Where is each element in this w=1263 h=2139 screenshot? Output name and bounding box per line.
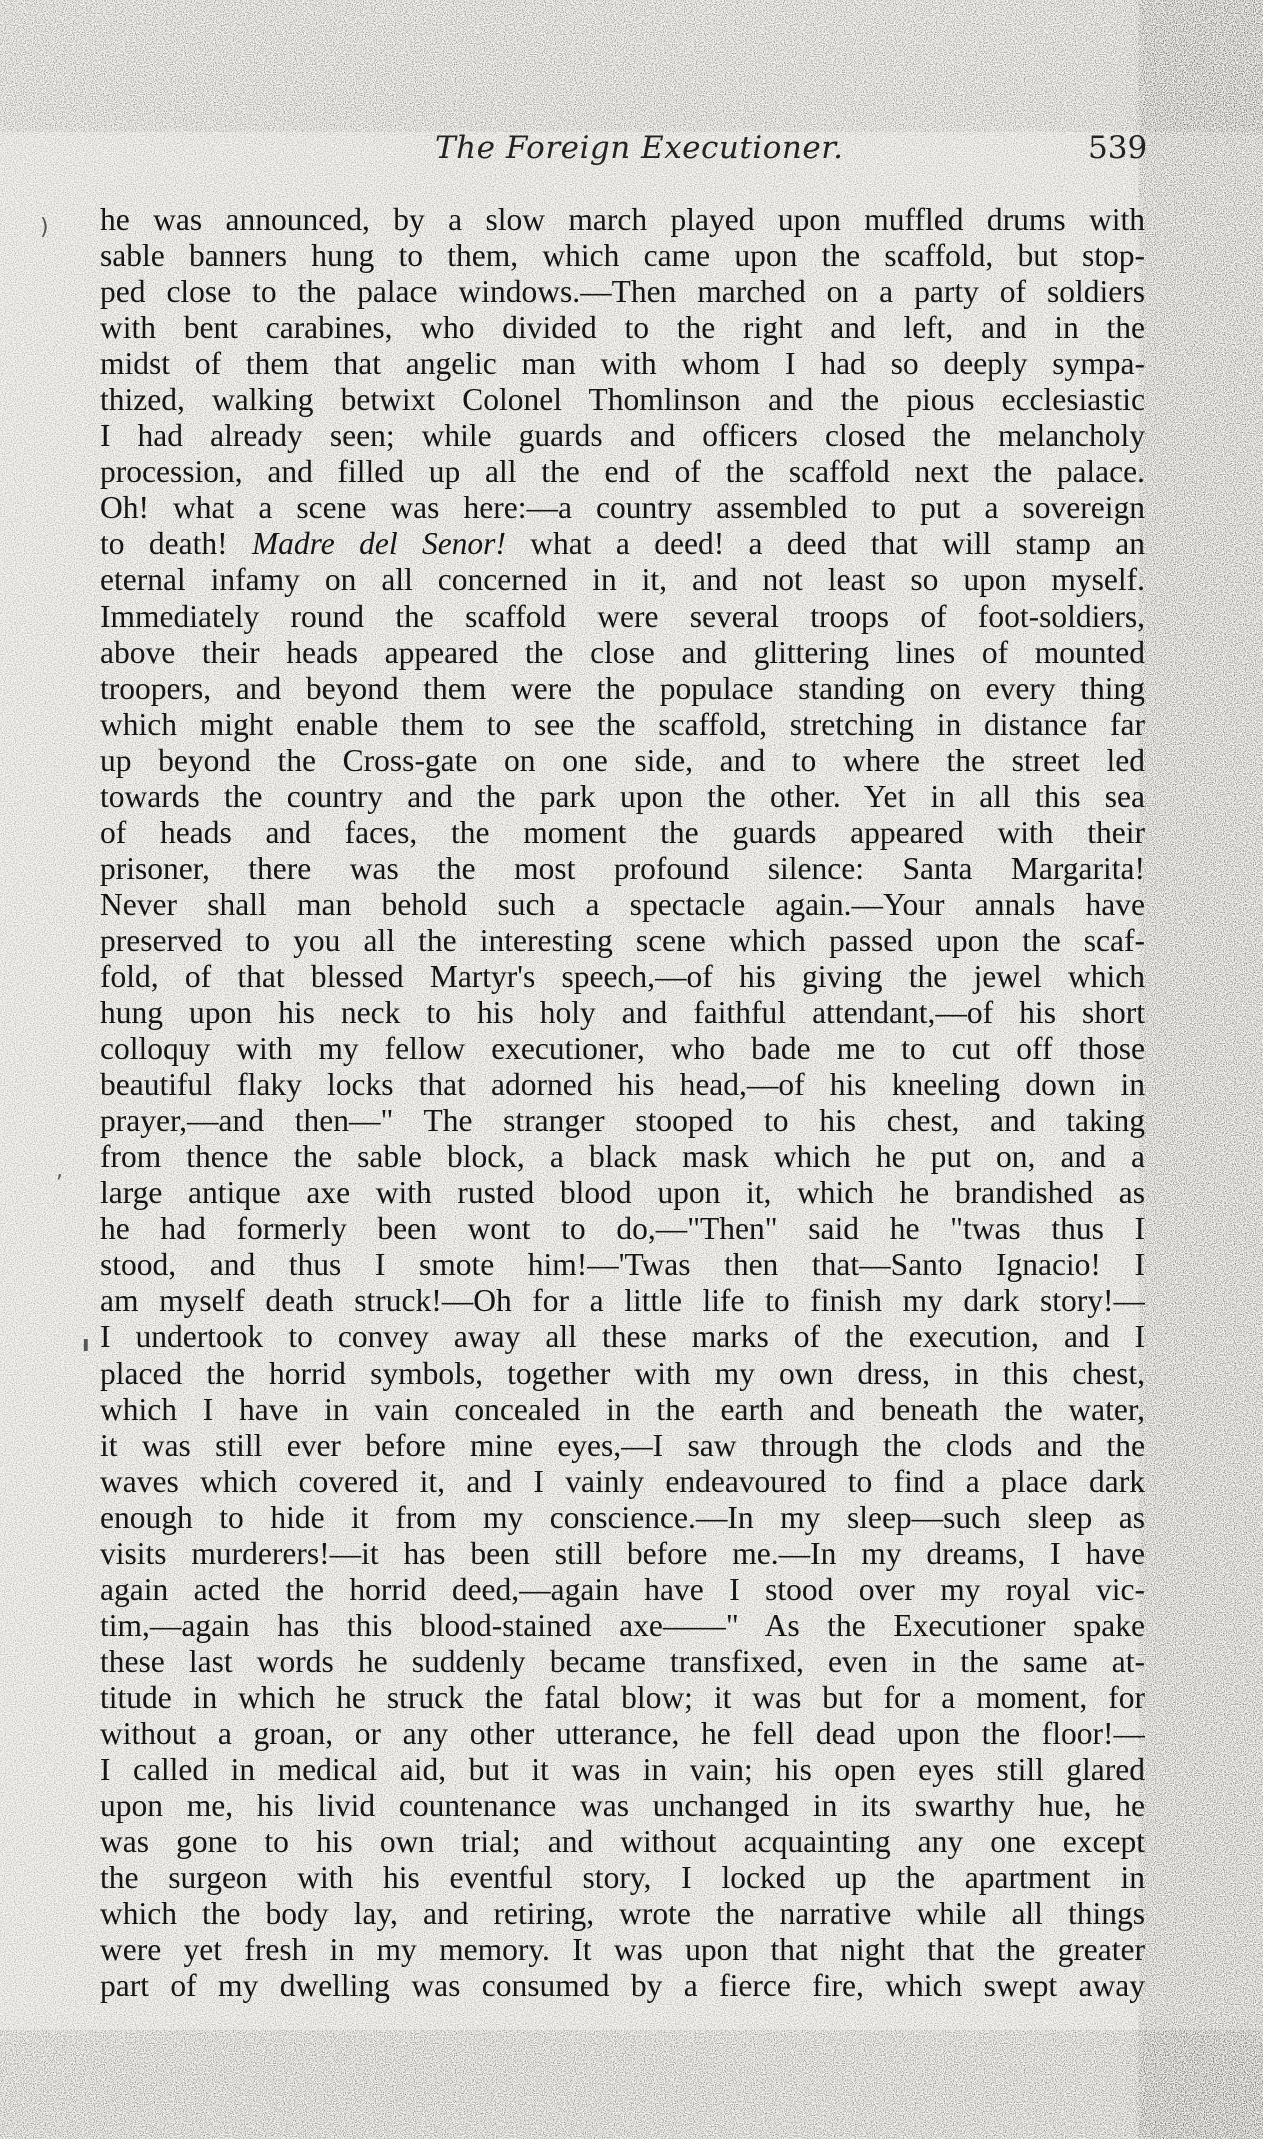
text-line: from thence the sable block, a black mask which he put on, and a xyxy=(100,1139,1145,1175)
text-line: which I have in vain concealed in the earth and beneath the water, xyxy=(100,1391,1145,1427)
text-line: without a groan, or any other utterance, he fell dead upon the floor!— xyxy=(100,1715,1145,1751)
text-line: thized, walking betwixt Colonel Thomlinson and the pious ecclesiastic xyxy=(100,382,1145,418)
running-title: The Foreign Executioner. xyxy=(435,130,844,166)
text-line: I called in medical aid, but it was in vain; his open eyes still glared xyxy=(100,1752,1145,1788)
text-line: troopers, and beyond them were the populace standing on every thing xyxy=(100,670,1145,706)
text-line: upon me, his livid countenance was unchanged in its swarthy hue, he xyxy=(100,1788,1145,1824)
body-text xyxy=(100,202,1145,2004)
text-line: he had formerly been wont to do,—"Then" said he "twas thus I xyxy=(100,1211,1145,1247)
text-line: Oh! what a scene was here:—a country assembled to put a sovereign xyxy=(100,490,1145,526)
text-line: tim,—again has this blood-stained axe——" As the Executioner spake xyxy=(100,1607,1145,1643)
margin-mark: ) xyxy=(40,215,49,240)
margin-mark: , xyxy=(56,1158,63,1183)
text-line: I undertook to convey away all these marks of the execution, and I xyxy=(100,1319,1145,1355)
text-line: large antique axe with rusted blood upon it, which he brandished as xyxy=(100,1175,1145,1211)
text-line: which the body lay, and retiring, wrote the narrative while all things xyxy=(100,1896,1145,1932)
text-line: of heads and faces, the moment the guards appeared with their xyxy=(100,814,1145,850)
text-line: waves which covered it, and I vainly endeavoured to find a place dark xyxy=(100,1463,1145,1499)
text-line: visits murderers!—it has been still before me.—In my dreams, I have xyxy=(100,1535,1145,1571)
text-line: with bent carabines, who divided to the right and left, and in the xyxy=(100,310,1145,346)
text-line: these last words he suddenly became transfixed, even in the same at- xyxy=(100,1643,1145,1679)
text-line: enough to hide it from my conscience.—In my sleep—such sleep as xyxy=(100,1499,1145,1535)
italic-phrase: Madre del Senor! xyxy=(251,526,506,562)
page-number: 539 xyxy=(1088,130,1148,166)
text-line: sable banners hung to them, which came upon the scaffold, but stop- xyxy=(100,238,1145,274)
text-line-segment: to death! xyxy=(100,526,252,562)
text-line: Immediately round the scaffold were several troops of foot-soldiers, xyxy=(100,598,1145,634)
text-line: prayer,—and then—" The stranger stooped to his chest, and taking xyxy=(100,1103,1145,1139)
text-line: midst of them that angelic man with whom I had so deeply sympa- xyxy=(100,346,1145,382)
text-line: above their heads appeared the close and glittering lines of mounted xyxy=(100,634,1145,670)
text-line: colloquy with my fellow executioner, who bade me to cut off those xyxy=(100,1031,1145,1067)
text-line: beautiful flaky locks that adorned his head,—of his kneeling down in xyxy=(100,1067,1145,1103)
text-line: again acted the horrid deed,—again have I stood over my royal vic- xyxy=(100,1571,1145,1607)
text-line: I had already seen; while guards and officers closed the melancholy xyxy=(100,418,1145,454)
text-line: towards the country and the park upon the other. Yet in all this sea xyxy=(100,778,1145,814)
text-line: it was still ever before mine eyes,—I saw through the clods and the xyxy=(100,1427,1145,1463)
text-line: were yet fresh in my memory. It was upon that night that the greater xyxy=(100,1932,1145,1968)
text-line: which might enable them to see the scaffold, stretching in distance far xyxy=(100,706,1145,742)
text-line: part of my dwelling was consumed by a fierce fire, which swept away xyxy=(100,1968,1145,2004)
text-line: he was announced, by a slow march played upon muffled drums with xyxy=(100,202,1145,237)
text-line: preserved to you all the interesting scene which passed upon the scaf- xyxy=(100,922,1145,958)
text-line: the surgeon with his eventful story, I locked up the apartment in xyxy=(100,1860,1145,1896)
text-line: procession, and filled up all the end of the scaffold next the palace. xyxy=(100,454,1145,490)
text-line: hung upon his neck to his holy and faithful attendant,—of his short xyxy=(100,995,1145,1031)
text-line: was gone to his own trial; and without acquainting any one except xyxy=(100,1824,1145,1860)
text-line: up beyond the Cross-gate on one side, and to where the street led xyxy=(100,742,1145,778)
text-line: am myself death struck!—Oh for a little life to finish my dark story!— xyxy=(100,1283,1145,1319)
text-line: stood, and thus I smote him!—'Twas then that—Santo Ignacio! I xyxy=(100,1247,1145,1283)
text-line-segment: what a deed! a deed that will stamp an xyxy=(505,526,1145,562)
text-line: placed the horrid symbols, together with my own dress, in this chest, xyxy=(100,1355,1145,1391)
text-line: ped close to the palace windows.—Then marched on a party of soldiers xyxy=(100,274,1145,310)
text-line: prisoner, there was the most profound silence: Santa Margarita! xyxy=(100,850,1145,886)
text-line: eternal infamy on all concerned in it, and not least so upon myself. xyxy=(100,562,1145,598)
text-line: titude in which he struck the fatal blow; it was but for a moment, for xyxy=(100,1679,1145,1715)
text-line xyxy=(100,526,1145,562)
margin-mark: ı xyxy=(82,1332,90,1357)
text-line: Never shall man behold such a spectacle again.—Your annals have xyxy=(100,886,1145,922)
running-header xyxy=(0,130,1263,170)
text-line: fold, of that blessed Martyr's speech,—of his giving the jewel which xyxy=(100,958,1145,994)
